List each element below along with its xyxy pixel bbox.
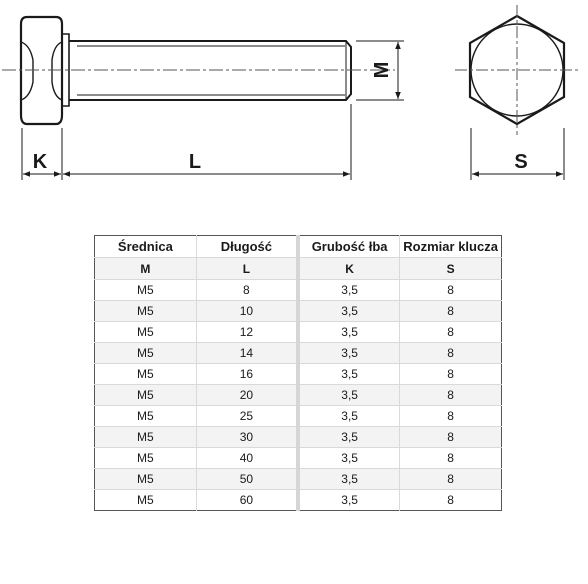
- dimension-label-s: S: [514, 151, 528, 173]
- cell-head-height: 3,5: [298, 448, 400, 469]
- cell-head-height: 3,5: [298, 490, 400, 511]
- table-row: [95, 469, 502, 490]
- cell-diameter: M5: [95, 364, 197, 385]
- cell-wrench-size: 8: [400, 301, 502, 322]
- cell-wrench-size: 8: [400, 343, 502, 364]
- cell-head-height: 3,5: [298, 322, 400, 343]
- cell-diameter: M5: [137, 493, 154, 507]
- cell-diameter: M5: [95, 427, 197, 448]
- column-header-length: Długość: [196, 236, 298, 258]
- cell-diameter: M5: [95, 322, 197, 343]
- table-row: [95, 364, 502, 385]
- table-body: [95, 280, 502, 511]
- column-symbol-k: K: [298, 258, 400, 280]
- table-row: [95, 427, 502, 448]
- cell-length: 20: [196, 385, 298, 406]
- cell-length: 30: [196, 427, 298, 448]
- bolt-dimensions-table: [94, 235, 502, 511]
- table-row: [95, 406, 502, 427]
- table-symbol-row: [95, 258, 502, 280]
- dimension-label-l: L: [188, 151, 202, 173]
- cell-wrench-size: 8: [400, 427, 502, 448]
- cell-diameter: M5: [95, 280, 197, 301]
- cell-length: 12: [196, 322, 298, 343]
- cell-length: 10: [196, 301, 298, 322]
- cell-diameter: M5: [95, 343, 197, 364]
- cell-diameter: M5: [95, 406, 197, 427]
- column-symbol-l: L: [196, 258, 298, 280]
- cell-wrench-size: 8: [400, 448, 502, 469]
- cell-length: 16: [196, 364, 298, 385]
- cell-head-height: 3,5: [298, 427, 400, 448]
- table-row: [95, 448, 502, 469]
- cell-length: 25: [196, 406, 298, 427]
- cell-wrench-size: 8: [400, 406, 502, 427]
- dimension-lines: [22, 41, 564, 180]
- column-header-diameter: Średnica: [95, 236, 197, 258]
- cell-head-height: 3,5: [298, 280, 400, 301]
- table-header-row: [95, 236, 502, 258]
- cell-diameter: M5: [95, 301, 197, 322]
- dimension-label-m: M: [371, 61, 393, 79]
- cell-length: 8: [196, 280, 298, 301]
- cell-diameter: M5: [95, 385, 197, 406]
- table-row: [95, 280, 502, 301]
- table-row: [95, 322, 502, 343]
- cell-wrench-size: 8: [400, 490, 502, 511]
- cell-wrench-size: 8: [400, 364, 502, 385]
- table-row: [95, 343, 502, 364]
- head-chamfer-lines: [21, 42, 62, 100]
- cell-head-height: 3,5: [298, 469, 400, 490]
- cell-wrench-size: 8: [400, 385, 502, 406]
- cell-length: 14: [196, 343, 298, 364]
- column-symbol-s: S: [400, 258, 502, 280]
- cell-head-height: 3,5: [298, 343, 400, 364]
- cell-wrench-size: 8: [400, 280, 502, 301]
- column-header-wrench-size: Rozmiar klucza: [400, 236, 502, 258]
- bolt-technical-drawing: [0, 0, 588, 200]
- table-row: [95, 301, 502, 322]
- cell-diameter: M5: [95, 448, 197, 469]
- cell-wrench-size: 8: [400, 469, 502, 490]
- dimension-label-k: K: [32, 151, 48, 173]
- cell-length: 60: [196, 490, 298, 511]
- cell-length: 40: [196, 448, 298, 469]
- cell-head-height: 3,5: [298, 364, 400, 385]
- cell-head-height: 3,5: [298, 385, 400, 406]
- column-header-head-height: Grubość łba: [298, 236, 400, 258]
- column-symbol-m: M: [95, 258, 197, 280]
- cell-length: 50: [196, 469, 298, 490]
- cell-wrench-size: 8: [400, 322, 502, 343]
- cell-head-height: 3,5: [298, 406, 400, 427]
- cell-head-height: 3,5: [298, 301, 400, 322]
- cell-diameter: M5: [95, 469, 197, 490]
- table-row: [95, 385, 502, 406]
- table-row: [95, 490, 502, 511]
